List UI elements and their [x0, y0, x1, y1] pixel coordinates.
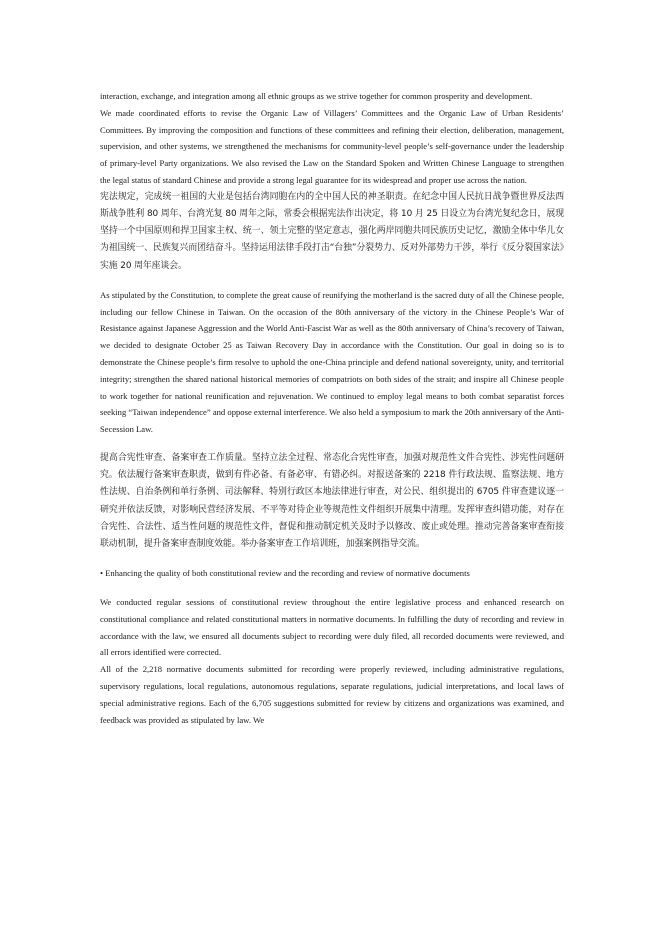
paragraph-taiwan-recovery-en: As stipulated by the Constitution, to complete the great cause of reunifying the motherland is the sacred duty of all the Chinese people, including our fellow Chinese in Taiwan. On the occasion of the 80th anniversary of the victory in the Chinese People’s War of Resistance against Japanese Aggression and the World Anti-Fascist War as well as the 80th anniversary of China’s recovery of Taiwan, we decided to designate October 25 as Taiwan Recovery Day in accordance with the Constitution. Our goal in doing so is to demonstrate the Chinese people’s firm resolve to uphold the one-China principle and defend national sovereignty, unity, and territorial integrity; strengthen the shared national historical memories of compatriots on both sides of the strait; and inspire all Chinese people to work together for national reunification and rejuvenation. We continued to employ legal means to both combat separatist forces seeking “Taiwan independence” and oppose external interference. We also held a symposium to mark the 20th anniversary of the Anti-Secession Law. [100, 289, 564, 435]
paragraph-constitutional-review-en: We conducted regular sessions of constitutional review throughout the entire legislative process and enhanced research on constitutional compliance and related constitutional matters in normative documents. In fulfilling the duty of recording and review in accordance with the law, we ensured all documents subject to recording were duly filed, all recorded documents were reviewed, and all errors identified were corrected. [100, 596, 564, 658]
paragraph-taiwan-recovery-zh: 宪法规定，完成统一祖国的大业是包括台湾同胞在内的全中国人民的神圣职责。在纪念中国人民抗日战争暨世界反法西斯战争胜利 80 周年、台湾光复 80 周年之际，常委会根据宪法作出决定，将 10 月 25 日设立为台湾光复纪念日，展现坚持一个中国原则和捍卫国家主权、统一、领土完整的坚定意志，强化两岸同胞共同民族历史记忆，激励全体中华儿女为祖国统一、民族复兴而团结奋斗。坚持运用法律手段打击“台独”分裂势力、反对外部势力干涉，举行《反分裂国家法》实施 20 周年座谈会。 [100, 191, 564, 271]
paragraph-normative-documents-en: All of the 2,218 normative documents submitted for recording were properly reviewed, including administrative regulations, supervisory regulations, local regulations, autonomous regulations, separate regulations, judicial interpretations, and local laws of special administrative regions. Each of the 6,705 suggestions submitted for review by citizens and organizations was examined, and feedback was provided as stipulated by law. We [100, 664, 564, 725]
paragraph-spacer [100, 275, 564, 287]
document-page [100, 88, 564, 728]
paragraph-ethnic-integration: interaction, exchange, and integration among all ethnic groups as we strive together for common prosperity and development. [100, 91, 533, 101]
section-heading-constitutional-review: • Enhancing the quality of both constitutional review and the recording and review of normative documents [100, 568, 470, 579]
paragraph-constitutional-review-zh: 提高合宪性审查、备案审查工作质量。坚持立法全过程、常态化合宪性审查，加强对规范性文件合宪性、涉宪性问题研究。依法履行备案审查职责，做到有件必备、有备必审、有错必纠。对报送备案的 2218 件行政法规、监察法规、地方性法规、自治条例和单行条例、司法解释、特别行政区本地法律进行审查，对公民、组织提出的 6705 件审查建议逐一研究并依法反馈，对影响民营经济发展、不平等对待企业等规范性文件组织开展集中清理。发挥审查纠错功能，对存在合宪性、合法性、适当性问题的规范性文件，督促和推动制定机关及时予以修改、废止或处理。推动完善备案审查衔接联动机制，提升备案审查制度效能。举办备案审查工作培训班，加强案例指导交流。 [100, 452, 564, 549]
paragraph-spacer [100, 438, 564, 450]
paragraph-spacer [100, 553, 564, 565]
paragraph-spacer [100, 582, 564, 594]
paragraph-organic-law-revision: We made coordinated efforts to revise the Organic Law of Villagers’ Committees and the Organic Law of Urban Residents’ Committees. By improving the composition and functions of these committees and refining their election, deliberation, management, supervision, and other systems, we strengthened the mechanisms for community-level people’s self-governance under the leadership of primary-level Party organizations. We also revised the Law on the Standard Spoken and Written Chinese Language to strengthen the legal status of standard Chinese and provide a strong legal guarantee for its widespread and proper use across the nation. [100, 107, 564, 185]
